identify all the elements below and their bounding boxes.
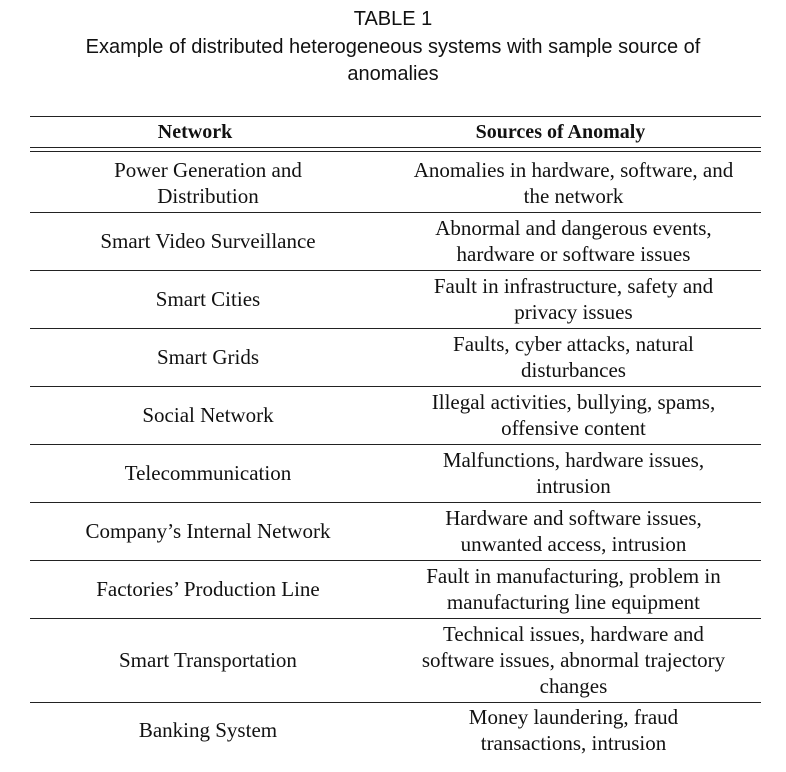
- table-row: [30, 444, 761, 502]
- source-cell: Illegal activities, bullying, spams, offensive content: [431, 390, 716, 440]
- network-cell: Social Network: [142, 403, 274, 427]
- header-rule-lower: [30, 151, 761, 152]
- header-network: Network: [157, 121, 233, 143]
- network-cell: Telecommunication: [124, 461, 292, 485]
- network-cell: Smart Grids: [156, 345, 260, 369]
- network-cell: Smart Video Surveillance: [100, 229, 316, 253]
- table-row: [30, 328, 761, 386]
- source-cell: Technical issues, hardware and software issues, abnormal trajectory changes: [421, 622, 726, 698]
- table-caption: Example of distributed heterogeneous systems with sample source of anomalies: [85, 36, 701, 85]
- source-cell: Money laundering, fraud transactions, intrusion: [468, 705, 679, 756]
- header-sources: Sources of Anomaly: [475, 121, 646, 143]
- top-rule: [30, 116, 761, 117]
- source-cell: Malfunctions, hardware issues, intrusion: [442, 448, 705, 498]
- table-row: [30, 502, 761, 560]
- network-cell: Power Generation and Distribution: [114, 157, 302, 208]
- source-cell: Fault in manufacturing, problem in manufacturing line equipment: [426, 564, 721, 614]
- source-cell: Abnormal and dangerous events, hardware or software issues: [435, 216, 712, 266]
- source-cell: Hardware and software issues, unwanted access, intrusion: [445, 506, 702, 556]
- source-cell: Anomalies in hardware, software, and the network: [413, 157, 734, 208]
- network-cell: Company’s Internal Network: [85, 519, 331, 543]
- network-cell: Factories’ Production Line: [96, 577, 320, 601]
- table-label: TABLE 1: [353, 8, 433, 30]
- table-row: [30, 618, 761, 702]
- source-cell: Fault in infrastructure, safety and privacy issues: [433, 274, 714, 324]
- table-row: [30, 270, 761, 328]
- network-cell: Smart Transportation: [119, 648, 297, 672]
- header-rule-upper: [30, 147, 761, 148]
- network-cell: Banking System: [138, 718, 278, 743]
- source-cell: Faults, cyber attacks, natural disturbances: [453, 332, 694, 382]
- table-row: [30, 386, 761, 444]
- table-row: [30, 702, 761, 758]
- network-cell: Smart Cities: [155, 287, 261, 311]
- table-row: [30, 560, 761, 618]
- table-row: [30, 154, 761, 212]
- anomaly-table: [30, 154, 761, 758]
- table-row: [30, 212, 761, 270]
